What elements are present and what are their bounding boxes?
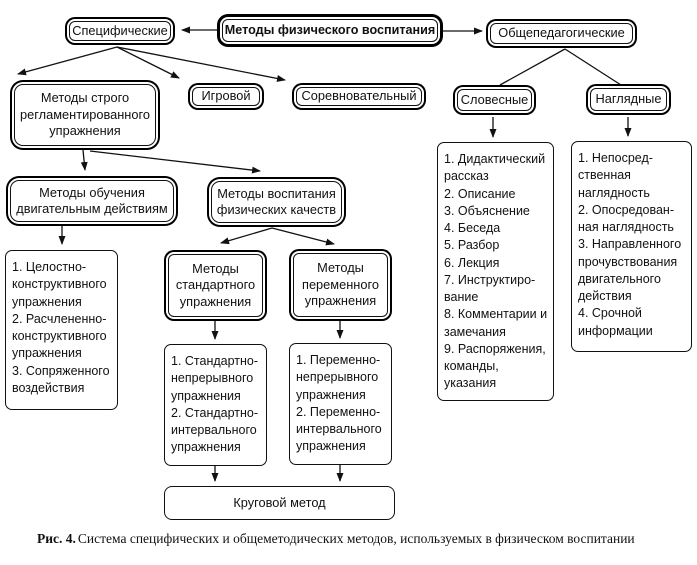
arrow-strict-to-motor-teaching [83, 150, 85, 170]
line-general-to-visual [565, 49, 621, 85]
list-item: 1. Стандартно-непрерывного упражнения [171, 354, 259, 403]
list-item: 8. Комментарии и замечания [444, 307, 548, 339]
node-motor-teaching: Методы обучения двигательным действиям [10, 180, 174, 222]
list-visual-methods [571, 141, 692, 352]
figure-caption-text: Система специфических и общеметодических методов, используемых в физическом воспитании [77, 531, 635, 546]
arrow-qualities-to-variable [272, 228, 334, 244]
node-game-method: Игровой [192, 87, 260, 106]
node-visual-methods: Наглядные [590, 88, 667, 111]
list-item: 2. Переменно-интервального упражнения [296, 404, 382, 454]
list-item: 3. Направленного прочувствования двигательного действия [578, 237, 682, 303]
list-item: 3. Сопряженного воздействия [12, 363, 110, 395]
figure-caption [37, 531, 682, 547]
node-standard-exercise: Методы стандартного упражнения [168, 254, 263, 317]
list-strict-methods [5, 250, 118, 410]
list-item: 3. Объяснение [444, 203, 530, 218]
node-specific: Специфические [69, 21, 171, 41]
list-variable-methods [289, 343, 392, 465]
node-strict-methods: Методы строго регламентированного упражнения [14, 84, 156, 146]
list-item: 2. Расчлененно-конструктивного упражнения [12, 311, 107, 361]
list-item: 4. Срочной информации [578, 306, 653, 338]
list-standard-methods [164, 344, 267, 466]
list-item: 5. Разбор [444, 238, 500, 253]
node-variable-exercise: Методы переменного упражнения [293, 253, 388, 317]
node-general: Общепедагогические [490, 23, 633, 44]
list-item: 4. Беседа [444, 221, 501, 235]
node-root-title: Методы физического воспитания [222, 19, 438, 42]
line-general-to-verbal [500, 49, 565, 85]
list-item: 1. Дидактический рассказ [444, 152, 546, 184]
list-item: 1. Целостно-конструктивного упражнения [12, 260, 107, 309]
arrow-qualities-to-standard [221, 228, 272, 243]
list-item: 7. Инструктирование [444, 272, 536, 304]
list-item: 6. Лекция [444, 255, 500, 270]
node-circuit-method: Круговой метод [164, 486, 395, 520]
list-item: 2. Описание [444, 186, 516, 201]
arrow-specific-to-game [117, 47, 179, 78]
node-competitive-method: Соревновательный [296, 87, 422, 106]
list-item: 1. Непосредственная наглядность [578, 151, 653, 200]
list-item: 1. Переменно-непрерывного упражнения [296, 353, 381, 402]
list-item: 2. Стандартно-интервального упражнения [171, 405, 259, 455]
arrow-specific-to-strict [18, 47, 117, 74]
arrow-specific-to-competitive [117, 47, 285, 80]
node-verbal-methods: Словесные [457, 89, 532, 111]
figure-caption-number: Рис. 4. [37, 531, 76, 546]
list-item: 9. Распоряжения, команды, указания [444, 341, 546, 391]
list-item: 2. Опосредованная наглядность [578, 202, 674, 234]
arrow-strict-to-qualities [90, 151, 260, 171]
node-physical-qualities: Методы воспитания физических качеств [211, 181, 342, 223]
list-verbal-methods [437, 142, 554, 401]
